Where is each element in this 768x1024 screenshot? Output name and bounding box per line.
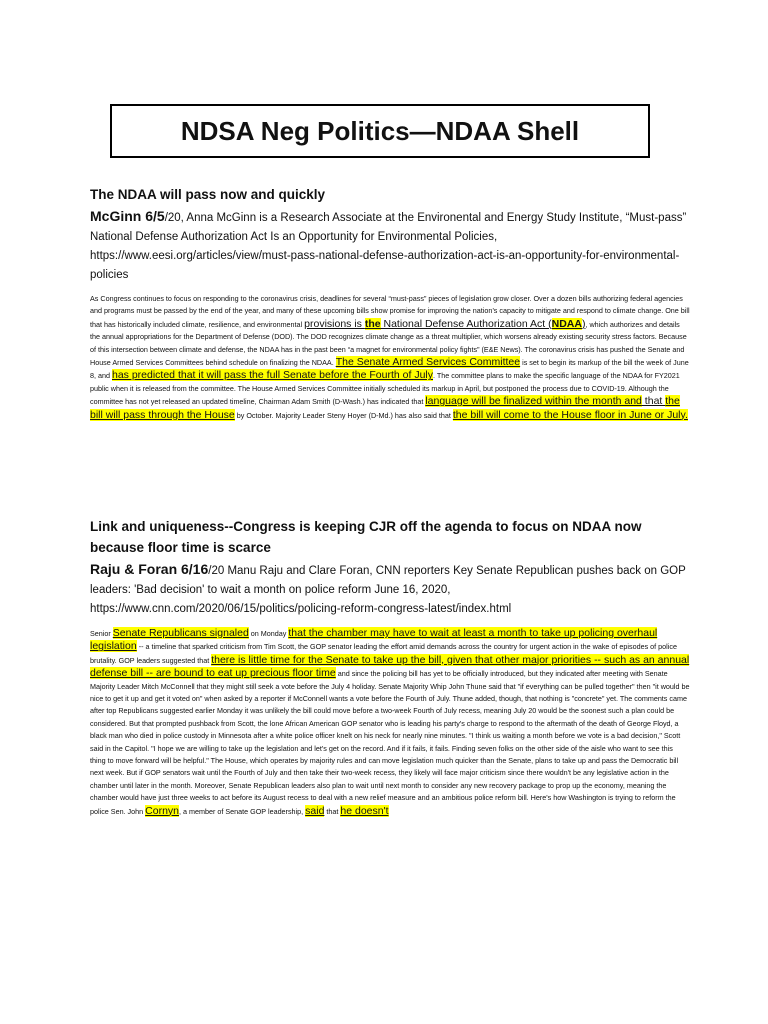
card-citation [90,560,690,619]
body-text: and since the policing bill has yet to be officially introduced, but they indicated after meeting with Senate Majority Leader Mitch McConnell that they might still seek a vote before the July 4 holiday. Senate Majority Whip John Thune said that "if everything can be pulled together" then "it would be nice to get it up and get it voted on" when asked by a reporter if McConnell wants a vote before the Fourth of July. Thune added, though, that nothing is "concrete" yet. The comments came after top Republicans suggested earlier Monday it was unlikely the bill could move before a two-week Fourth of July recess, meaning July 20 would be the soonest such a plan could be considered. But that prompted pushback from Scott, the lone African American GOP senator who is leading his party's charge to respond to the aftermath of the death of George Floyd, a black man who died in police custody in Minnesota after a white police officer knelt on his neck for nearly nine minutes. "I think us waiting a month before we vote is a bad decision," Scott said in the Capitol. "I hope we are willing to take up the legislation and let's get on the record. And if it fails, it fails. Finding seven folks on the other side of the aisle who want to see this thing to move forward will be helpful." The House, which operates by majority rules and can move legislation much quicker than the Senate, plans to take up and pass the Democratic bill next week. But if GOP senators wait until the Fourth of July and then take their two-week recess, they likely will face major criticism since there wouldn't be any legislative action in the chamber until later in the month. Moreover, Senate Republican leaders also plan to wait until next month to consider any new recovery package to prop up the economy, meaning the chamber would have just three weeks to act before its August recess to deal with a new relief measure and an ambitious police reform bill. Here's how Washington is trying to reform the police Sen. John [90,669,690,816]
body-text: on Monday [248,629,289,638]
underlined-text: that [641,395,666,408]
cite-author: Raju & Foran 6/16 [90,561,209,577]
highlighted-text: he doesn't [340,804,389,817]
card-body [90,293,690,422]
body-text: by October. Majority Leader Steny Hoyer (D-Md.) has also said that [234,410,453,420]
highlighted-text: there is little time for the Senate to take up the bill, given that other major priorities -- such as an annual defense bill -- are bound to eat up precious floor time [90,653,690,680]
underlined-text: provisions is [304,317,365,330]
card-body [90,627,690,818]
highlighted-text: NDAA [551,317,582,330]
body-text: is set to begin its markup of the bill the week of June 8, and [90,358,689,381]
highlighted-text: the bill will pass through the House [90,395,680,421]
body-text: -- a timeline that sparked criticism from Tim Scott, the GOP senator leading the effort amid demands across the country for urgent action in the wake of episodes of police brutality. GOP leaders suggested that [90,642,677,665]
underlined-text: National Defense Authorization Act ( [380,317,552,330]
body-text: . The committee plans to make the specific language of the NDAA for FY2021 public when it is released from the committee. The House Armed Services Committee initially scheduled its markup in April, but postponed the process due to COVID-19. Although the committee has not yet released an updated timeline, Chairman Adam Smith (D-Wash.) has indicated that [90,371,680,407]
card-tag: Link and uniqueness--Congress is keeping CJR off the agenda to focus on NDAA now because floor time is scarce [90,519,642,555]
card-section-2 [90,516,690,818]
highlighted-text: the [364,317,381,330]
highlighted-text: Cornyn [145,804,180,817]
body-text: Senior [90,629,113,638]
highlighted-text: the bill will come to the House floor in June or July. [452,408,688,421]
cite-author: McGinn 6/5 [90,208,165,224]
body-text: , a member of Senate GOP leadership, [179,806,306,816]
highlighted-text: Senate Republicans signaled [112,627,249,639]
card-citation [90,207,690,285]
body-text: , which authorizes and details the annual appropriations for the Department of Defense (DOD). The DOD recognizes climate change as a threat multiplier, which worsens already existing security stress factors. Because of this intersection between climate and defense, the NDAA has in the past been “a magnet for environmental policy fights” (E&E News). The coronavirus crisis has pushed the Senate and House Armed Services Committees behind schedule on finalizing the NDAA. [90,319,687,368]
cite-details: /20, Anna McGinn is a Research Associate at the Environental and Energy Study Institute, “Must-pass” National Defense Authorization Act Is an Opportunity for Environmental Policies, https://www.eesi.org/articles/view/must-pass-national-defense-authorization-act-is-an-opportunity-for-environmental-policies [90,212,687,281]
highlighted-text: language will be finalized within the month and [425,395,642,408]
highlighted-text: has predicted that it will pass the full Senate before the Fourth of July [111,369,433,382]
highlighted-text: The Senate Armed Services Committee [335,356,521,369]
card-section-1 [90,184,690,422]
body-text: As Congress continues to focus on responding to the coronavirus crisis, deadlines for several “must-pass” pieces of legislation grow closer. Over a dozen bills authorizing federal agencies and programs must be passed by the end of the year, and many of these upcoming bills show promise for improving the nation’s capacity to mitigate and respond to climate change. One bill that has historically included climate, resilience, and environmental [90,294,690,329]
title-box [110,104,650,158]
highlighted-text: that the chamber may have to wait at least a month to take up policing overhaul legislation [90,627,658,653]
body-text: that [324,806,341,816]
card-tag: The NDAA will pass now and quickly [90,187,326,202]
page-title: NDSA Neg Politics—NDAA Shell [180,115,580,146]
highlighted-text: said [305,804,325,817]
underlined-text: ) [581,317,586,330]
cite-details: /20 Manu Raju and Clare Foran, CNN reporters Key Senate Republican pushes back on GOP leaders: 'Bad decision' to wait a month on police reform June 16, 2020, https://www.cnn.com/2020/06/15/politics/policing-reform-congress-latest/index.html [90,565,686,615]
